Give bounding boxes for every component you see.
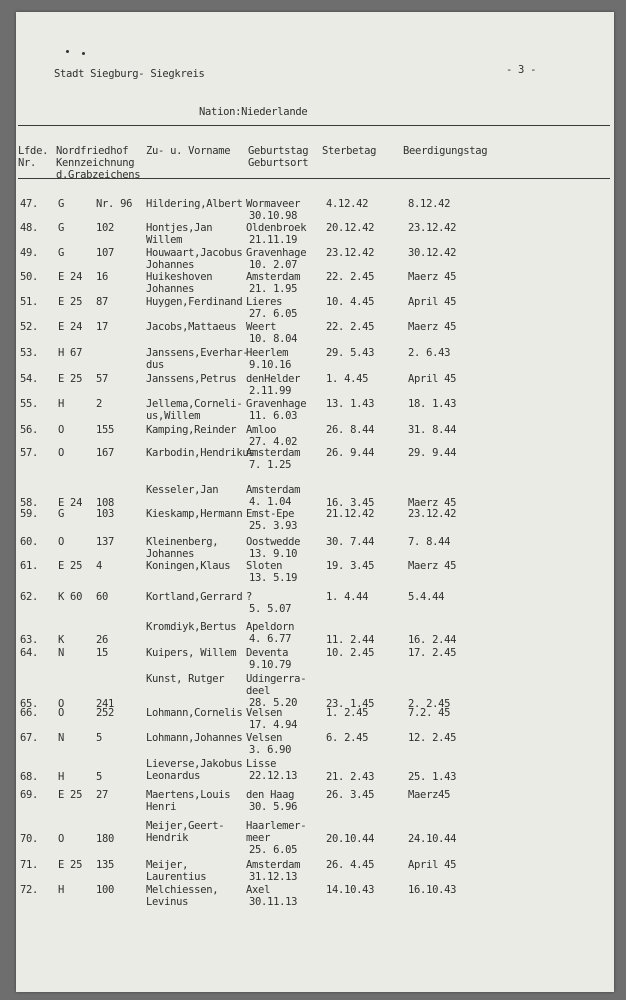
birth-date: 10. 8.04 [249, 333, 298, 345]
punch-mark [82, 52, 85, 55]
grave-number: 5 [96, 732, 103, 744]
grave-number: 155 [96, 424, 115, 436]
grave-section: K [58, 634, 65, 646]
person-name: Hontjes,Jan [146, 222, 213, 234]
person-name: Kunst, Rutger [146, 673, 225, 685]
person-name: Jellema,Corneli- [146, 398, 243, 410]
col-grave-header-2: Kennzeichnung [56, 157, 135, 169]
death-date: 6. 2.45 [326, 732, 369, 744]
person-name: Janssens,Petrus [146, 373, 237, 385]
grave-section: O [58, 707, 65, 719]
grave-number: 103 [96, 508, 115, 520]
burial-date: 7.2. 45 [408, 707, 451, 719]
person-name: dus [146, 359, 165, 371]
grave-number: 167 [96, 447, 115, 459]
death-date: 19. 3.45 [326, 560, 375, 572]
row-number: 60. [20, 536, 39, 548]
birth-place: ? [246, 591, 253, 603]
burial-date: 17. 2.45 [408, 647, 457, 659]
birth-place: meer [246, 832, 271, 844]
nation-heading: Nation:Niederlande [199, 106, 308, 118]
birth-place: Gravenhage [246, 398, 307, 410]
row-number: 69. [20, 789, 39, 801]
person-name: Levinus [146, 896, 189, 908]
birth-date: 30.11.13 [249, 896, 298, 908]
death-date: 26. 4.45 [326, 859, 375, 871]
grave-section: E 25 [58, 373, 83, 385]
birth-date: 27. 6.05 [249, 308, 298, 320]
col-burial-header: Beerdigungstag [403, 145, 488, 157]
burial-date: 23.12.42 [408, 222, 457, 234]
person-name: Janssens,Everhar- [146, 347, 249, 359]
death-date: 1. 2.45 [326, 707, 369, 719]
grave-section: E 24 [58, 271, 83, 283]
col-birth-header-1: Geburtstag [248, 145, 309, 157]
grave-section: G [58, 222, 65, 234]
grave-number: 16 [96, 271, 109, 283]
birth-date: 17. 4.94 [249, 719, 298, 731]
death-date: 21.12.42 [326, 508, 375, 520]
death-date: 16. 3.45 [326, 497, 375, 509]
grave-number: 57 [96, 373, 109, 385]
grave-section: H [58, 771, 65, 783]
birth-place: Velsen [246, 707, 283, 719]
burial-date: Maerz 45 [408, 271, 457, 283]
death-date: 23. 1.45 [326, 698, 375, 710]
person-name: Lieverse,Jakobus [146, 758, 243, 770]
birth-place: Amloo [246, 424, 277, 436]
birth-place: deel [246, 685, 271, 697]
grave-section: O [58, 424, 65, 436]
birth-date: 4. 6.77 [249, 633, 292, 645]
grave-section: E 25 [58, 560, 83, 572]
birth-date: 22.12.13 [249, 770, 298, 782]
birth-place: Velsen [246, 732, 283, 744]
header-rule-bottom [18, 178, 610, 179]
person-name: Melchiessen, [146, 884, 219, 896]
grave-section: E 24 [58, 497, 83, 509]
death-date: 14.10.43 [326, 884, 375, 896]
col-nr-header-2: Nr. [18, 157, 37, 169]
burial-date: Maerz 45 [408, 497, 457, 509]
burial-date: 25. 1.43 [408, 771, 457, 783]
grave-section: E 25 [58, 789, 83, 801]
death-date: 26. 9.44 [326, 447, 375, 459]
person-name: Kleinenberg, [146, 536, 219, 548]
death-date: 20.12.42 [326, 222, 375, 234]
birth-date: 21. 1.95 [249, 283, 298, 295]
death-date: 26. 3.45 [326, 789, 375, 801]
grave-number: 241 [96, 698, 115, 710]
row-number: 57. [20, 447, 39, 459]
burial-date: 18. 1.43 [408, 398, 457, 410]
burial-date: 7. 8.44 [408, 536, 451, 548]
grave-section: E 25 [58, 859, 83, 871]
row-number: 71. [20, 859, 39, 871]
person-name: Willem [146, 234, 183, 246]
grave-number: 26 [96, 634, 109, 646]
row-number: 63. [20, 634, 39, 646]
row-number: 53. [20, 347, 39, 359]
death-date: 30. 7.44 [326, 536, 375, 548]
grave-section: N [58, 732, 65, 744]
birth-date: 13. 9.10 [249, 548, 298, 560]
grave-number: 137 [96, 536, 115, 548]
page-number: - 3 - [506, 64, 537, 76]
grave-section: H 67 [58, 347, 83, 359]
death-date: 21. 2.43 [326, 771, 375, 783]
birth-place: Apeldorn [246, 621, 295, 633]
burial-date: April 45 [408, 859, 457, 871]
grave-number: 60 [96, 591, 109, 603]
row-number: 52. [20, 321, 39, 333]
burial-date: Maerz45 [408, 789, 451, 801]
birth-place: Amsterdam [246, 447, 301, 459]
grave-number: 27 [96, 789, 109, 801]
person-name: Houwaart,Jacobus [146, 247, 243, 259]
birth-date: 9.10.16 [249, 359, 292, 371]
person-name: Kromdiyk,Bertus [146, 621, 237, 633]
burial-date: 31. 8.44 [408, 424, 457, 436]
grave-number: 108 [96, 497, 115, 509]
burial-date: 2. 2.45 [408, 698, 451, 710]
birth-place: Gravenhage [246, 247, 307, 259]
row-number: 61. [20, 560, 39, 572]
person-name: Johannes [146, 283, 195, 295]
grave-section: O [58, 447, 65, 459]
birth-date: 21.11.19 [249, 234, 298, 246]
grave-number: 87 [96, 296, 109, 308]
person-name: Henri [146, 801, 177, 813]
person-name: Huygen,Ferdinand [146, 296, 243, 308]
person-name: Kesseler,Jan [146, 484, 219, 496]
burial-date: 8.12.42 [408, 198, 451, 210]
person-name: Meijer, [146, 859, 189, 871]
birth-date: 10. 2.07 [249, 259, 298, 271]
col-grave-header-1: Nordfriedhof [56, 145, 129, 157]
grave-section: O [58, 833, 65, 845]
person-name: Koningen,Klaus [146, 560, 231, 572]
grave-number: Nr. 96 [96, 198, 133, 210]
birth-place: Axel [246, 884, 271, 896]
person-name: Hildering,Albert [146, 198, 243, 210]
grave-number: 4 [96, 560, 103, 572]
birth-place: Amsterdam [246, 271, 301, 283]
col-name-header: Zu- u. Vorname [146, 145, 231, 157]
death-date: 22. 2.45 [326, 271, 375, 283]
grave-section: G [58, 198, 65, 210]
grave-number: 5 [96, 771, 103, 783]
grave-number: 102 [96, 222, 115, 234]
person-name: Kieskamp,Hermann [146, 508, 243, 520]
grave-number: 15 [96, 647, 109, 659]
birth-place: Heerlem [246, 347, 289, 359]
person-name: Maertens,Louis [146, 789, 231, 801]
row-number: 64. [20, 647, 39, 659]
person-name: Kamping,Reinder [146, 424, 237, 436]
punch-mark [66, 50, 69, 53]
birth-place: Udingerra- [246, 673, 307, 685]
row-number: 70. [20, 833, 39, 845]
death-date: 29. 5.43 [326, 347, 375, 359]
row-number: 58. [20, 497, 39, 509]
col-nr-header-1: Lfde. [18, 145, 49, 157]
row-number: 72. [20, 884, 39, 896]
row-number: 54. [20, 373, 39, 385]
death-date: 1. 4.45 [326, 373, 369, 385]
grave-section: O [58, 536, 65, 548]
death-date: 11. 2.44 [326, 634, 375, 646]
grave-number: 17 [96, 321, 109, 333]
row-number: 48. [20, 222, 39, 234]
burial-date: 16.10.43 [408, 884, 457, 896]
person-name: Meijer,Geert- [146, 820, 225, 832]
row-number: 59. [20, 508, 39, 520]
death-date: 26. 8.44 [326, 424, 375, 436]
death-date: 1. 4.44 [326, 591, 369, 603]
birth-place: Lisse [246, 758, 277, 770]
grave-section: E 24 [58, 321, 83, 333]
death-date: 20.10.44 [326, 833, 375, 845]
document-page [16, 12, 614, 992]
row-number: 49. [20, 247, 39, 259]
birth-date: 13. 5.19 [249, 572, 298, 584]
col-death-header: Sterbetag [322, 145, 377, 157]
burial-date: 23.12.42 [408, 508, 457, 520]
person-name: Lohmann,Cornelis [146, 707, 243, 719]
birth-date: 5. 5.07 [249, 603, 292, 615]
person-name: Huikeshoven [146, 271, 213, 283]
person-name: Kortland,Gerrard [146, 591, 243, 603]
person-name: us,Willem [146, 410, 201, 422]
birth-place: Haarlemer- [246, 820, 307, 832]
birth-date: 11. 6.03 [249, 410, 298, 422]
death-date: 22. 2.45 [326, 321, 375, 333]
birth-date: 9.10.79 [249, 659, 292, 671]
birth-place: Wormaveer [246, 198, 301, 210]
person-name: Laurentius [146, 871, 207, 883]
row-number: 47. [20, 198, 39, 210]
birth-date: 30. 5.96 [249, 801, 298, 813]
person-name: Leonardus [146, 770, 201, 782]
birth-date: 28. 5.20 [249, 697, 298, 709]
grave-section: G [58, 508, 65, 520]
col-grave-header-3: d.Grabzeichens [56, 169, 141, 181]
burial-date: April 45 [408, 373, 457, 385]
birth-date: 3. 6.90 [249, 744, 292, 756]
death-date: 13. 1.43 [326, 398, 375, 410]
person-name: Jacobs,Mattaeus [146, 321, 237, 333]
city-heading: Stadt Siegburg- Siegkreis [54, 68, 205, 80]
birth-date: 25. 3.93 [249, 520, 298, 532]
grave-section: K 60 [58, 591, 83, 603]
grave-number: 180 [96, 833, 115, 845]
birth-date: 25. 6.05 [249, 844, 298, 856]
birth-date: 31.12.13 [249, 871, 298, 883]
birth-date: 27. 4.02 [249, 436, 298, 448]
birth-date: 2.11.99 [249, 385, 292, 397]
birth-place: denHelder [246, 373, 301, 385]
death-date: 23.12.42 [326, 247, 375, 259]
row-number: 51. [20, 296, 39, 308]
row-number: 66. [20, 707, 39, 719]
burial-date: April 45 [408, 296, 457, 308]
grave-section: N [58, 647, 65, 659]
grave-section: E 25 [58, 296, 83, 308]
grave-number: 252 [96, 707, 115, 719]
row-number: 56. [20, 424, 39, 436]
birth-date: 4. 1.04 [249, 496, 292, 508]
birth-place: Amsterdam [246, 859, 301, 871]
birth-date: 7. 1.25 [249, 459, 292, 471]
person-name: Hendrik [146, 832, 189, 844]
person-name: Lohmann,Johannes [146, 732, 243, 744]
birth-place: Deventa [246, 647, 289, 659]
burial-date: 5.4.44 [408, 591, 445, 603]
grave-number: 135 [96, 859, 115, 871]
person-name: Kuipers, Willem [146, 647, 237, 659]
birth-date: 30.10.98 [249, 210, 298, 222]
birth-place: Oostwedde [246, 536, 301, 548]
grave-section: H [58, 398, 65, 410]
grave-section: G [58, 247, 65, 259]
grave-section: H [58, 884, 65, 896]
grave-number: 107 [96, 247, 115, 259]
birth-place: Emst-Epe [246, 508, 295, 520]
row-number: 67. [20, 732, 39, 744]
row-number: 50. [20, 271, 39, 283]
burial-date: 12. 2.45 [408, 732, 457, 744]
row-number: 65. [20, 698, 39, 710]
death-date: 10. 4.45 [326, 296, 375, 308]
burial-date: 24.10.44 [408, 833, 457, 845]
burial-date: 2. 6.43 [408, 347, 451, 359]
row-number: 68. [20, 771, 39, 783]
person-name: Karbodin,Hendrikus [146, 447, 255, 459]
birth-place: Amsterdam [246, 484, 301, 496]
burial-date: Maerz 45 [408, 321, 457, 333]
birth-place: Lieres [246, 296, 283, 308]
row-number: 62. [20, 591, 39, 603]
death-date: 4.12.42 [326, 198, 369, 210]
grave-number: 2 [96, 398, 103, 410]
grave-section: O [58, 698, 65, 710]
birth-place: Weert [246, 321, 277, 333]
birth-place: Sloten [246, 560, 283, 572]
burial-date: Maerz 45 [408, 560, 457, 572]
death-date: 10. 2.45 [326, 647, 375, 659]
burial-date: 30.12.42 [408, 247, 457, 259]
burial-date: 16. 2.44 [408, 634, 457, 646]
header-rule-top [18, 125, 610, 126]
person-name: Johannes [146, 548, 195, 560]
col-birth-header-2: Geburtsort [248, 157, 309, 169]
birth-place: den Haag [246, 789, 295, 801]
row-number: 55. [20, 398, 39, 410]
grave-number: 100 [96, 884, 115, 896]
birth-place: Oldenbroek [246, 222, 307, 234]
burial-date: 29. 9.44 [408, 447, 457, 459]
person-name: Johannes [146, 259, 195, 271]
